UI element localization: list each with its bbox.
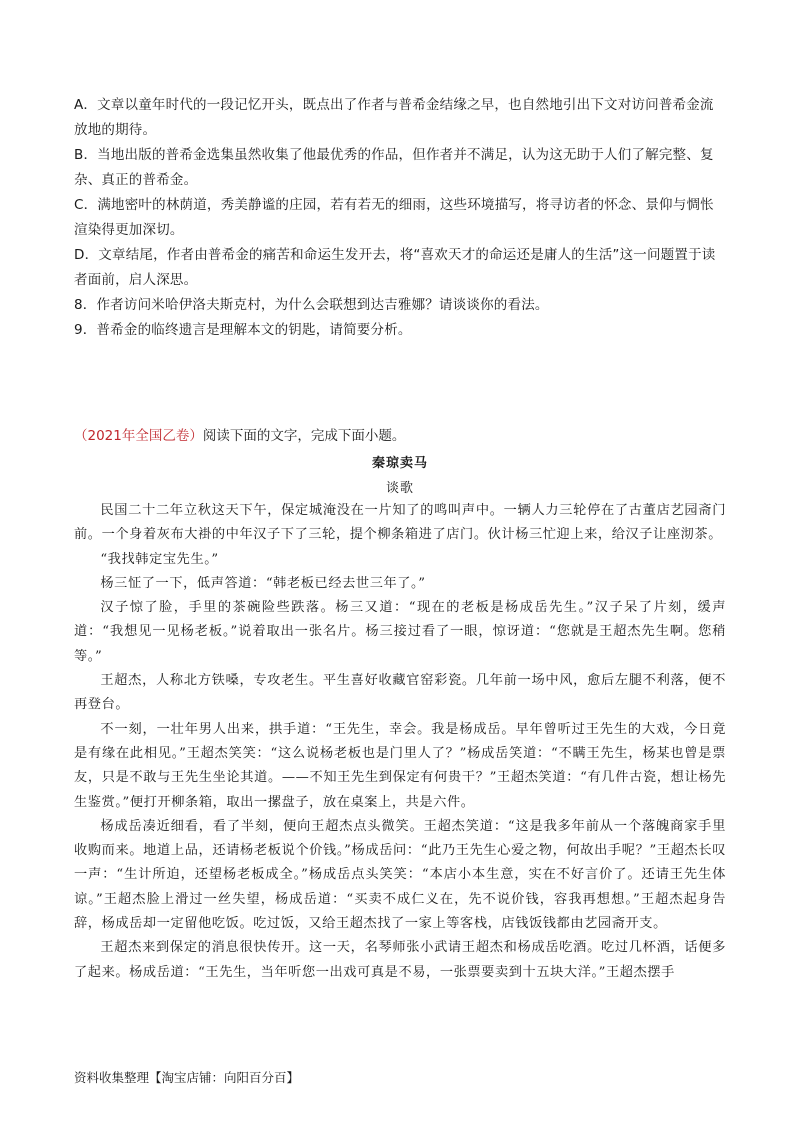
source-instruction: 阅读下面的文字，完成下面小题。 xyxy=(202,428,406,444)
article-paragraph: “我找韩定宝先生。” xyxy=(100,551,219,567)
option-c: C．满地密叶的林荫道，秀美静谧的庄园，若有若无的细雨，这些环境描写，将寻访者的怀念、景仰与惆怅渲染得更加深切。 xyxy=(74,197,714,238)
article-paragraph: 王超杰来到保定的消息很快传开。这一天，名琴师张小武请王超杰和杨成岳吃酒。吃过几杯酒，话便多了起来。杨成岳道：“王先生，当年听您一出戏可真是不易，一张票要卖到十五块大洋。”王超杰摆手 xyxy=(74,940,726,980)
option-b: B．当地出版的普希金选集虽然收集了他最优秀的作品，但作者并不满足，认为这无助于人们了解完整、复杂、真正的普希金。 xyxy=(74,147,714,188)
article-paragraph: 王超杰，人称北方铁嗓，专攻老生。平生喜好收藏官窑彩瓷。几年前一场中风，愈后左腿不利落，便不再登台。 xyxy=(74,673,726,713)
article-paragraph: 汉子惊了脸，手里的茶碗险些跌落。杨三又道：“现在的老板是杨成岳先生。”汉子呆了片刻，缓声道：“我想见一见杨老板。”说着取出一张名片。杨三接过看了一眼，惊讶道：“您就是王超杰先生啊。您稍等。” xyxy=(74,600,726,664)
source-tag: （2021年全国乙卷） xyxy=(74,428,203,444)
article-author: 谈歌 xyxy=(385,481,414,496)
question-9: 9．普希金的临终遗言是理解本文的钥匙，请简要分析。 xyxy=(74,322,412,338)
question-options xyxy=(74,93,726,343)
page-footer: 资料收集整理【淘宝店铺：向阳百分百】 xyxy=(74,1070,300,1085)
article-paragraph: 不一刻，一壮年男人出来，拱手道：“王先生，幸会。我是杨成岳。早年曾听过王先生的大戏，今日竟是有缘在此相见。”王超杰笑笑：“这么说杨老板也是门里人了？”杨成岳笑道：“不瞒王先生，杨某也曾是票友，只是不敢与王先生坐论其道。——不知王先生到保定有何贵干？”王超杰笑道：“有几件古瓷，想让杨先生鉴赏。”便打开柳条箱，取出一摞盘子，放在桌案上，共是六件。 xyxy=(74,721,726,810)
option-a: A．文章以童年时代的一段记忆开头，既点出了作者与普希金结缘之早，也自然地引出下文对访问普希金流放地的期待。 xyxy=(74,97,714,138)
article-paragraph: 杨成岳凑近细看，看了半刻，便向王超杰点头微笑。王超杰笑道：“这是我多年前从一个落魄商家手里收购而来。地道上品，还请杨老板说个价钱。”杨成岳问：“此乃王先生心爱之物，何故出手呢？”王超杰长叹一声：“生计所迫，还望杨老板成全。”杨成岳点头笑笑：“本店小本生意，实在不好言价了。还请王先生体谅。”王超杰脸上滑过一丝失望，杨成岳道：“买卖不成仁义在，先不说价钱，容我再想想。”王超杰起身告辞，杨成岳却一定留他吃饭。吃过饭，又给王超杰找了一家上等客栈，店钱饭钱都由艺园斋开支。 xyxy=(74,818,726,932)
article-paragraph: 民国二十二年立秋这天下午，保定城淹没在一片知了的鸣叫声中。一辆人力三轮停在了古董店艺园斋门前。一个身着灰布大褂的中年汉子下了三轮，提个柳条箱进了店门。伙计杨三忙迎上来，给汉子让座沏茶。 xyxy=(74,503,726,543)
article-title: 秦琼卖马 xyxy=(371,456,428,471)
article-body xyxy=(74,499,726,985)
question-8: 8．作者访问米哈伊洛夫斯克村，为什么会联想到达吉雅娜？请谈谈你的看法。 xyxy=(74,297,549,313)
source-line xyxy=(74,425,726,447)
article-paragraph: 杨三怔了一下，低声答道：“韩老板已经去世三年了。” xyxy=(100,575,426,591)
option-d: D．文章结尾，作者由普希金的痛苦和命运生发开去，将“喜欢天才的命运还是庸人的生活”这一问题置于读者面前，启人深思。 xyxy=(74,247,716,288)
